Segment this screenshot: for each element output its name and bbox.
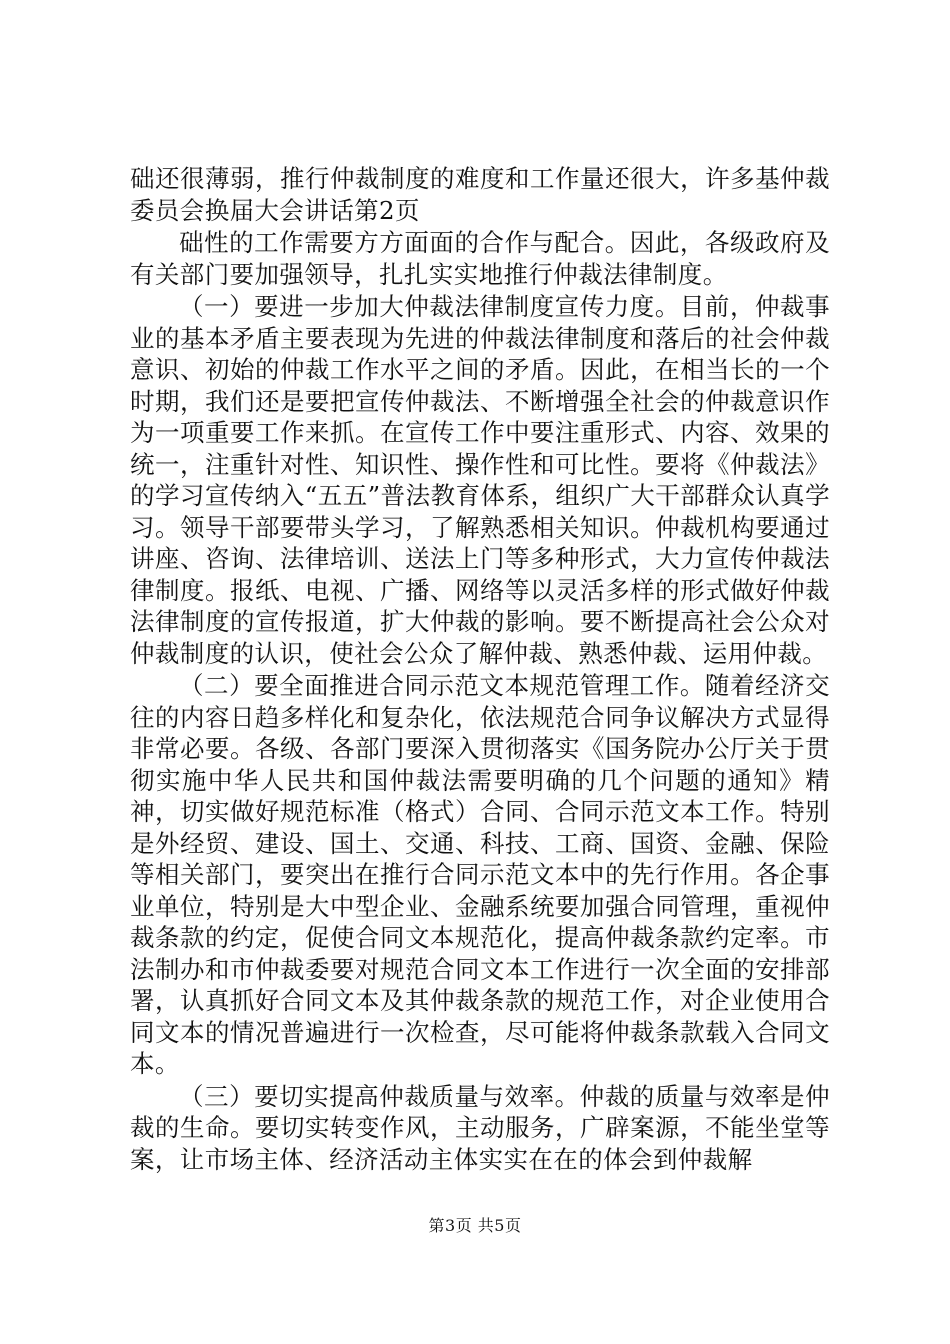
paragraph-intro: 础性的工作需要方方面面的合作与配合。因此，各级政府及有关部门要加强领导，扎扎实实地推行仲裁法律制度。 xyxy=(130,228,830,289)
paragraph-section-2: （二）要全面推进合同示范文本规范管理工作。随着经济交往的内容日趋多样化和复杂化，依法规范合同争议解决方式显得非常必要。各级、各部门要深入贯彻落实《国务院办公厅关于贯彻实施中华人民共和国仲裁法需要明确的几个问题的通知》精神，切实做好规范标准（格式）合同、合同示范文本工作。特别是外经贸、建设、国土、交通、科技、工商、国资、金融、保险等相关部门，要突出在推行合同示范文本中的先行作用。各企事业单位，特别是大中型企业、金融系统要加强合同管理，重视仲裁条款的约定，促使合同文本规范化，提高仲裁条款约定率。市法制办和市仲裁委要对规范合同文本工作进行一次全面的安排部署，认真抓好合同文本及其仲裁条款的规范工作，对企业使用合同文本的情况普遍进行一次检查，尽可能将仲裁条款载入合同文本。 xyxy=(130,671,830,1078)
paragraph-section-1: （一）要进一步加大仲裁法律制度宣传力度。目前，仲裁事业的基本矛盾主要表现为先进的仲裁法律制度和落后的社会仲裁意识、初始的仲裁工作水平之间的矛盾。因此，在相当长的一个时期，我们还是要把宣传仲裁法、不断增强全社会的仲裁意识作为一项重要工作来抓。在宣传工作中要注重形式、内容、效果的统一，注重针对性、知识性、操作性和可比性。要将《仲裁法》的学习宣传纳入“五五”普法教育体系，组织广大干部群众认真学习。领导干部要带头学习，了解熟悉相关知识。仲裁机构要通过讲座、咨询、法律培训、送法上门等多种形式，大力宣传仲裁法律制度。报纸、电视、广播、网络等以灵活多样的形式做好仲裁法律制度的宣传报道，扩大仲裁的影响。要不断提高社会公众对仲裁制度的认识，使社会公众了解仲裁、熟悉仲裁、运用仲裁。 xyxy=(130,292,830,668)
document-body xyxy=(130,163,830,1176)
page-footer: 第3页 共5页 xyxy=(428,1216,522,1235)
paragraph-section-3: （三）要切实提高仲裁质量与效率。仲裁的质量与效率是仲裁的生命。要切实转变作风，主动服务，广辟案源，不能坐堂等案，让市场主体、经济活动主体实实在在的体会到仲裁解 xyxy=(130,1081,830,1174)
paragraph-continuation: 础还很薄弱，推行仲裁制度的难度和工作量还很大，许多基仲裁委员会换届大会讲话第2页 xyxy=(130,164,830,225)
